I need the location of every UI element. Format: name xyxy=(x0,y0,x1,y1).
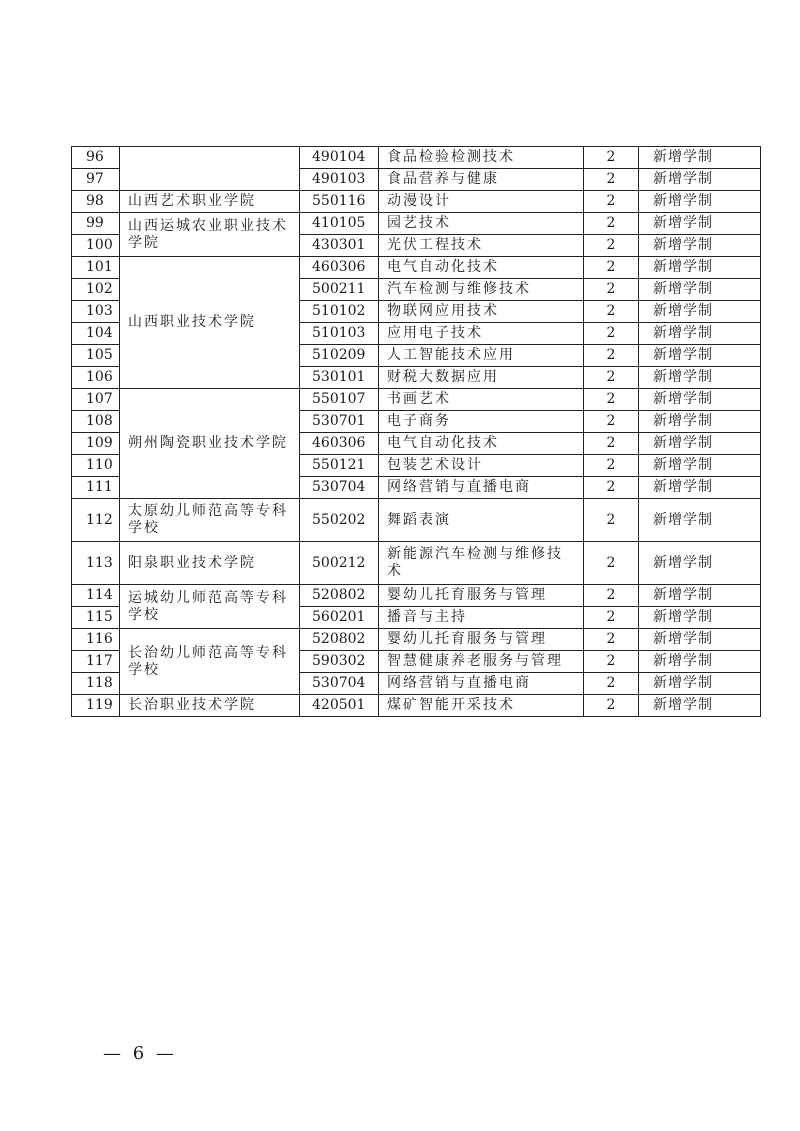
table-row xyxy=(72,147,761,169)
major-code: 530704 xyxy=(300,477,379,499)
school-name: 运城幼儿师范高等专科学校 xyxy=(120,585,300,629)
major-code: 410105 xyxy=(300,213,379,235)
remark: 新增学制 xyxy=(639,673,761,695)
study-years: 2 xyxy=(584,345,639,367)
school-name: 太原幼儿师范高等专科学校 xyxy=(120,499,300,542)
row-index: 99 xyxy=(72,213,120,235)
major-code: 560201 xyxy=(300,607,379,629)
major-code: 510103 xyxy=(300,323,379,345)
table-row xyxy=(72,542,761,585)
major-name: 应用电子技术 xyxy=(379,323,584,345)
major-code: 460306 xyxy=(300,257,379,279)
school-name: 阳泉职业技术学院 xyxy=(120,542,300,585)
remark: 新增学制 xyxy=(639,235,761,257)
major-code: 550107 xyxy=(300,389,379,411)
major-name: 新能源汽车检测与维修技术 xyxy=(379,542,584,585)
study-years: 2 xyxy=(584,629,639,651)
row-index: 113 xyxy=(72,542,120,585)
major-name: 动漫设计 xyxy=(379,191,584,213)
table-row xyxy=(72,191,761,213)
major-code: 490103 xyxy=(300,169,379,191)
study-years: 2 xyxy=(584,651,639,673)
row-index: 108 xyxy=(72,411,120,433)
table-row xyxy=(72,213,761,235)
major-name: 智慧健康养老服务与管理 xyxy=(379,651,584,673)
school-name: 长治职业技术学院 xyxy=(120,695,300,717)
major-name: 食品检验检测技术 xyxy=(379,147,584,169)
study-years: 2 xyxy=(584,191,639,213)
remark: 新增学制 xyxy=(639,651,761,673)
remark: 新增学制 xyxy=(639,542,761,585)
remark: 新增学制 xyxy=(639,323,761,345)
major-code: 550121 xyxy=(300,455,379,477)
school-name: 朔州陶瓷职业技术学院 xyxy=(120,389,300,499)
remark: 新增学制 xyxy=(639,585,761,607)
remark: 新增学制 xyxy=(639,477,761,499)
study-years: 2 xyxy=(584,695,639,717)
row-index: 117 xyxy=(72,651,120,673)
major-name: 包装艺术设计 xyxy=(379,455,584,477)
school-name: 山西运城农业职业技术学院 xyxy=(120,213,300,257)
major-code: 520802 xyxy=(300,629,379,651)
table-row xyxy=(72,257,761,279)
major-code: 550202 xyxy=(300,499,379,542)
major-name: 光伏工程技术 xyxy=(379,235,584,257)
major-code: 550116 xyxy=(300,191,379,213)
remark: 新增学制 xyxy=(639,279,761,301)
remark: 新增学制 xyxy=(639,389,761,411)
study-years: 2 xyxy=(584,499,639,542)
table-body xyxy=(72,147,761,717)
remark: 新增学制 xyxy=(639,411,761,433)
major-name: 播音与主持 xyxy=(379,607,584,629)
row-index: 111 xyxy=(72,477,120,499)
row-index: 104 xyxy=(72,323,120,345)
remark: 新增学制 xyxy=(639,607,761,629)
remark: 新增学制 xyxy=(639,433,761,455)
major-name: 婴幼儿托育服务与管理 xyxy=(379,629,584,651)
row-index: 102 xyxy=(72,279,120,301)
row-index: 106 xyxy=(72,367,120,389)
school-name: 长治幼儿师范高等专科学校 xyxy=(120,629,300,695)
row-index: 114 xyxy=(72,585,120,607)
major-name: 人工智能技术应用 xyxy=(379,345,584,367)
study-years: 2 xyxy=(584,323,639,345)
major-name: 电子商务 xyxy=(379,411,584,433)
major-code: 590302 xyxy=(300,651,379,673)
study-years: 2 xyxy=(584,477,639,499)
study-years: 2 xyxy=(584,673,639,695)
row-index: 98 xyxy=(72,191,120,213)
major-name: 煤矿智能开采技术 xyxy=(379,695,584,717)
study-years: 2 xyxy=(584,169,639,191)
study-years: 2 xyxy=(584,607,639,629)
major-code: 500211 xyxy=(300,279,379,301)
major-code: 460306 xyxy=(300,433,379,455)
major-name: 书画艺术 xyxy=(379,389,584,411)
table-row xyxy=(72,585,761,607)
remark: 新增学制 xyxy=(639,695,761,717)
remark: 新增学制 xyxy=(639,345,761,367)
major-code: 530704 xyxy=(300,673,379,695)
major-name: 婴幼儿托育服务与管理 xyxy=(379,585,584,607)
major-name: 食品营养与健康 xyxy=(379,169,584,191)
row-index: 119 xyxy=(72,695,120,717)
major-code: 510102 xyxy=(300,301,379,323)
major-name: 电气自动化技术 xyxy=(379,257,584,279)
major-code: 430301 xyxy=(300,235,379,257)
study-years: 2 xyxy=(584,147,639,169)
study-years: 2 xyxy=(584,279,639,301)
row-index: 105 xyxy=(72,345,120,367)
table-row xyxy=(72,629,761,651)
remark: 新增学制 xyxy=(639,213,761,235)
remark: 新增学制 xyxy=(639,147,761,169)
study-years: 2 xyxy=(584,257,639,279)
table-row xyxy=(72,499,761,542)
study-years: 2 xyxy=(584,213,639,235)
major-name: 电气自动化技术 xyxy=(379,433,584,455)
study-years: 2 xyxy=(584,585,639,607)
major-name: 网络营销与直播电商 xyxy=(379,477,584,499)
row-index: 96 xyxy=(72,147,120,169)
remark: 新增学制 xyxy=(639,367,761,389)
row-index: 100 xyxy=(72,235,120,257)
study-years: 2 xyxy=(584,235,639,257)
remark: 新增学制 xyxy=(639,301,761,323)
page-number: — 6 — xyxy=(103,1043,177,1064)
study-years: 2 xyxy=(584,455,639,477)
school-name: 山西艺术职业学院 xyxy=(120,191,300,213)
table-row xyxy=(72,695,761,717)
study-years: 2 xyxy=(584,367,639,389)
study-years: 2 xyxy=(584,301,639,323)
table-row xyxy=(72,389,761,411)
major-name: 园艺技术 xyxy=(379,213,584,235)
major-name: 财税大数据应用 xyxy=(379,367,584,389)
major-code: 500212 xyxy=(300,542,379,585)
program-table xyxy=(71,146,761,717)
major-name: 网络营销与直播电商 xyxy=(379,673,584,695)
row-index: 101 xyxy=(72,257,120,279)
major-code: 530701 xyxy=(300,411,379,433)
row-index: 118 xyxy=(72,673,120,695)
row-index: 115 xyxy=(72,607,120,629)
remark: 新增学制 xyxy=(639,257,761,279)
study-years: 2 xyxy=(584,433,639,455)
school-name xyxy=(120,147,300,191)
major-code: 510209 xyxy=(300,345,379,367)
study-years: 2 xyxy=(584,542,639,585)
row-index: 110 xyxy=(72,455,120,477)
row-index: 109 xyxy=(72,433,120,455)
major-code: 490104 xyxy=(300,147,379,169)
remark: 新增学制 xyxy=(639,499,761,542)
row-index: 97 xyxy=(72,169,120,191)
major-name: 汽车检测与维修技术 xyxy=(379,279,584,301)
row-index: 116 xyxy=(72,629,120,651)
major-name: 舞蹈表演 xyxy=(379,499,584,542)
row-index: 107 xyxy=(72,389,120,411)
major-name: 物联网应用技术 xyxy=(379,301,584,323)
remark: 新增学制 xyxy=(639,169,761,191)
remark: 新增学制 xyxy=(639,455,761,477)
remark: 新增学制 xyxy=(639,191,761,213)
major-code: 530101 xyxy=(300,367,379,389)
school-name: 山西职业技术学院 xyxy=(120,257,300,389)
row-index: 112 xyxy=(72,499,120,542)
row-index: 103 xyxy=(72,301,120,323)
study-years: 2 xyxy=(584,389,639,411)
remark: 新增学制 xyxy=(639,629,761,651)
major-code: 420501 xyxy=(300,695,379,717)
study-years: 2 xyxy=(584,411,639,433)
major-code: 520802 xyxy=(300,585,379,607)
